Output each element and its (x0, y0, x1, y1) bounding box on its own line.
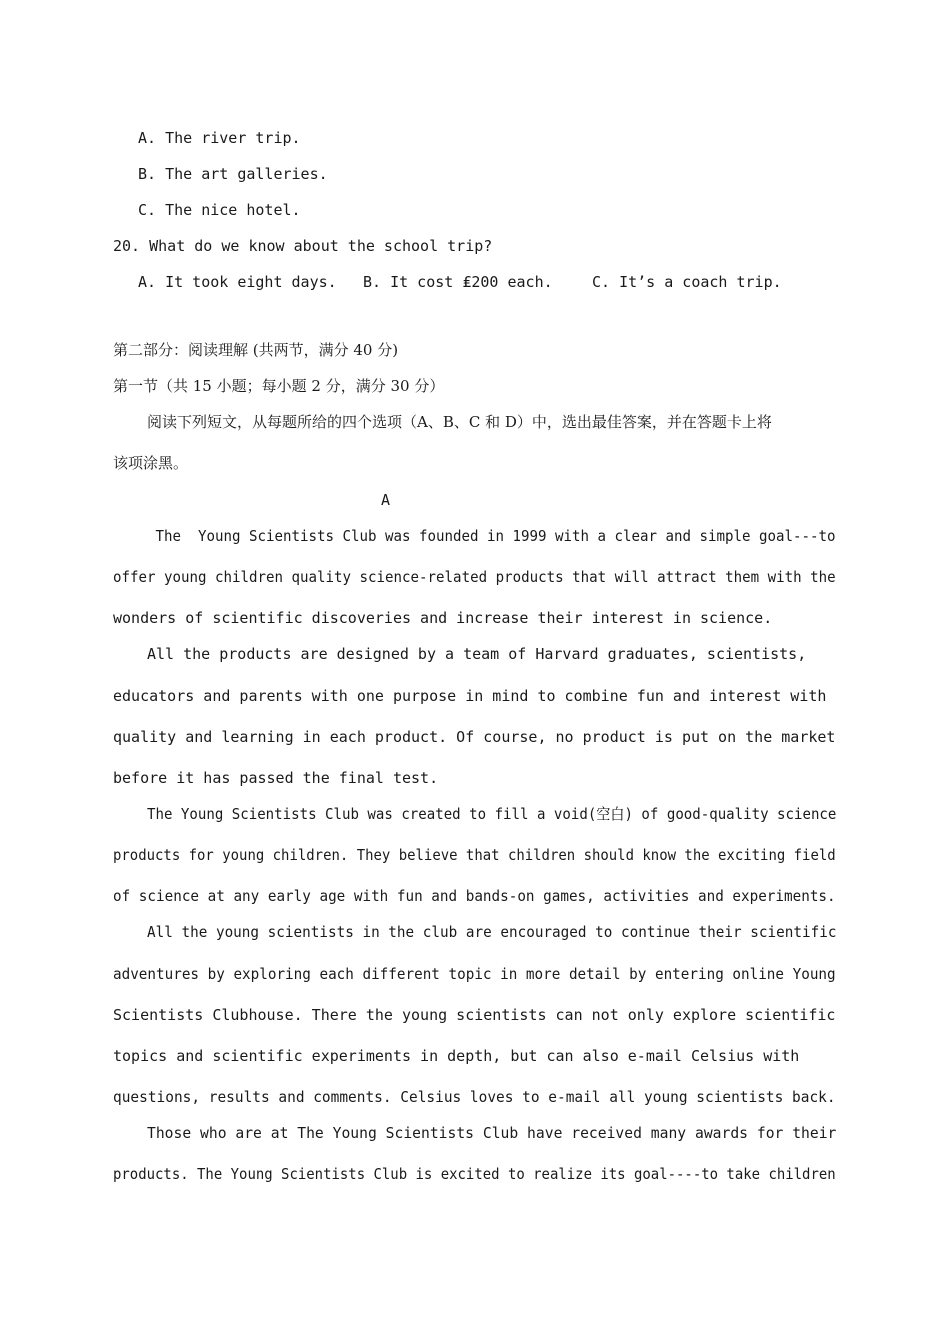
q20-question: 20. What do we know about the school trip? (113, 237, 493, 255)
passage-line: The Young Scientists Club was created to fill a void(空白) of good-quality science (147, 805, 837, 823)
passage-label: A (381, 491, 391, 509)
passage-line: Scientists Clubhouse. There the young scientists can not only explore scientific (113, 1006, 836, 1024)
instructions-line-1: 阅读下列短文，从每题所给的四个选项（A、B、C 和 D）中，选出最佳答案，并在答题卡上将 (147, 413, 772, 431)
passage-line: All the products are designed by a team of Harvard graduates, scientists, (147, 645, 807, 663)
q20-option-c: C. It’s a coach trip. (592, 273, 782, 291)
passage-line: before it has passed the final test. (113, 769, 439, 787)
q20-option-b: B. It cost ₤200 each. (363, 273, 553, 291)
passage-line: Those who are at The Young Scientists Club have received many awards for their (147, 1124, 837, 1142)
q19-option-c: C. The nice hotel. (138, 201, 301, 219)
passage-line: quality and learning in each product. Of course, no product is put on the market (113, 728, 836, 746)
passage-line: offer young children quality science-related products that will attract them with the (113, 568, 836, 586)
passage-line: products for young children. They believe that children should know the exciting field (113, 846, 836, 864)
q19-option-a: A. The river trip. (138, 129, 301, 147)
passage-line: questions, results and comments. Celsius loves to e-mail all young scientists back. (113, 1088, 836, 1106)
passage-line: products. The Young Scientists Club is excited to realize its goal----to take children (113, 1165, 836, 1183)
passage-line: topics and scientific experiments in depth, but can also e-mail Celsius with (113, 1047, 800, 1065)
passage-line: of science at any early age with fun and bands-on games, activities and experiments. (113, 887, 836, 905)
q19-option-b: B. The art galleries. (138, 165, 328, 183)
passage-line: adventures by exploring each different topic in more detail by entering online Young (113, 965, 836, 983)
section1-heading: 第一节（共 15 小题；每小题 2 分，满分 30 分） (113, 377, 445, 395)
passage-line: The Young Scientists Club was founded in 1999 with a clear and simple goal---to (147, 527, 836, 545)
part2-heading: 第二部分：阅读理解 (共两节，满分 40 分) (113, 341, 399, 359)
passage-line: wonders of scientific discoveries and increase their interest in science. (113, 609, 773, 627)
passage-line: educators and parents with one purpose in mind to combine fun and interest with (113, 687, 827, 705)
passage-line: All the young scientists in the club are encouraged to continue their scientific (147, 923, 837, 941)
instructions-line-2: 该项涂黑。 (113, 454, 189, 472)
q20-option-a: A. It took eight days. (138, 273, 337, 291)
